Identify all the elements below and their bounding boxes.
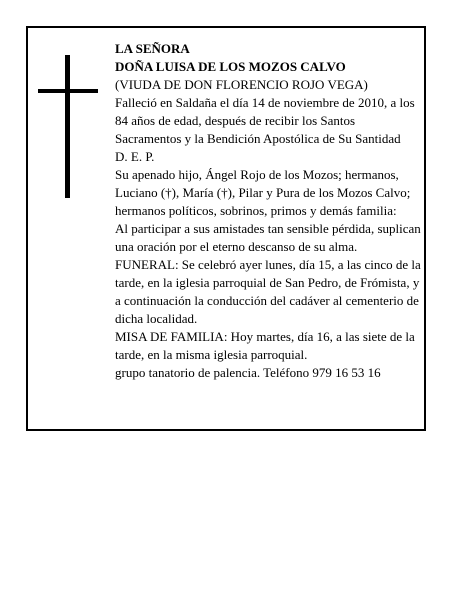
family-paragraph: Su apenado hijo, Ángel Rojo de los Mozos; hermanos, Luciano (†), María (†), Pilar y Pura de los Mozos Calvo; hermanos políticos, sobrinos, primos y demás familia:: [115, 167, 411, 218]
request-paragraph: Al participar a sus amistades tan sensible pérdida, suplican una oración por el eterno descanso de su alma.: [115, 221, 421, 254]
notice-title: LA SEÑORA: [115, 41, 190, 56]
latin-cross-icon: [38, 55, 98, 198]
mass-paragraph: MISA DE FAMILIA: Hoy martes, día 16, a las siete de la tarde, en la misma iglesia parroquial.: [115, 329, 415, 362]
obituary-notice: [26, 26, 426, 431]
cross-horizontal-bar: [38, 89, 98, 93]
cross-vertical-bar: [65, 55, 70, 198]
funeral-paragraph: FUNERAL: Se celebró ayer lunes, día 15, a las cinco de la tarde, en la iglesia parroquial de San Pedro, de Frómista, y a continuación la conducción del cadáver al cementerio de dicha localidad.: [115, 257, 421, 326]
widow-line: (VIUDA DE DON FLORENCIO ROJO VEGA): [115, 77, 368, 92]
funeral-home-footer: grupo tanatorio de palencia. Teléfono 979 16 53 16: [115, 365, 381, 380]
rip-line: D. E. P.: [115, 149, 155, 164]
notice-body: [115, 40, 423, 382]
death-paragraph: Falleció en Saldaña el día 14 de noviembre de 2010, a los 84 años de edad, después de recibir los Santos Sacramentos y la Bendición Apostólica de Su Santidad: [115, 95, 415, 146]
deceased-name: DOÑA LUISA DE LOS MOZOS CALVO: [115, 59, 346, 74]
